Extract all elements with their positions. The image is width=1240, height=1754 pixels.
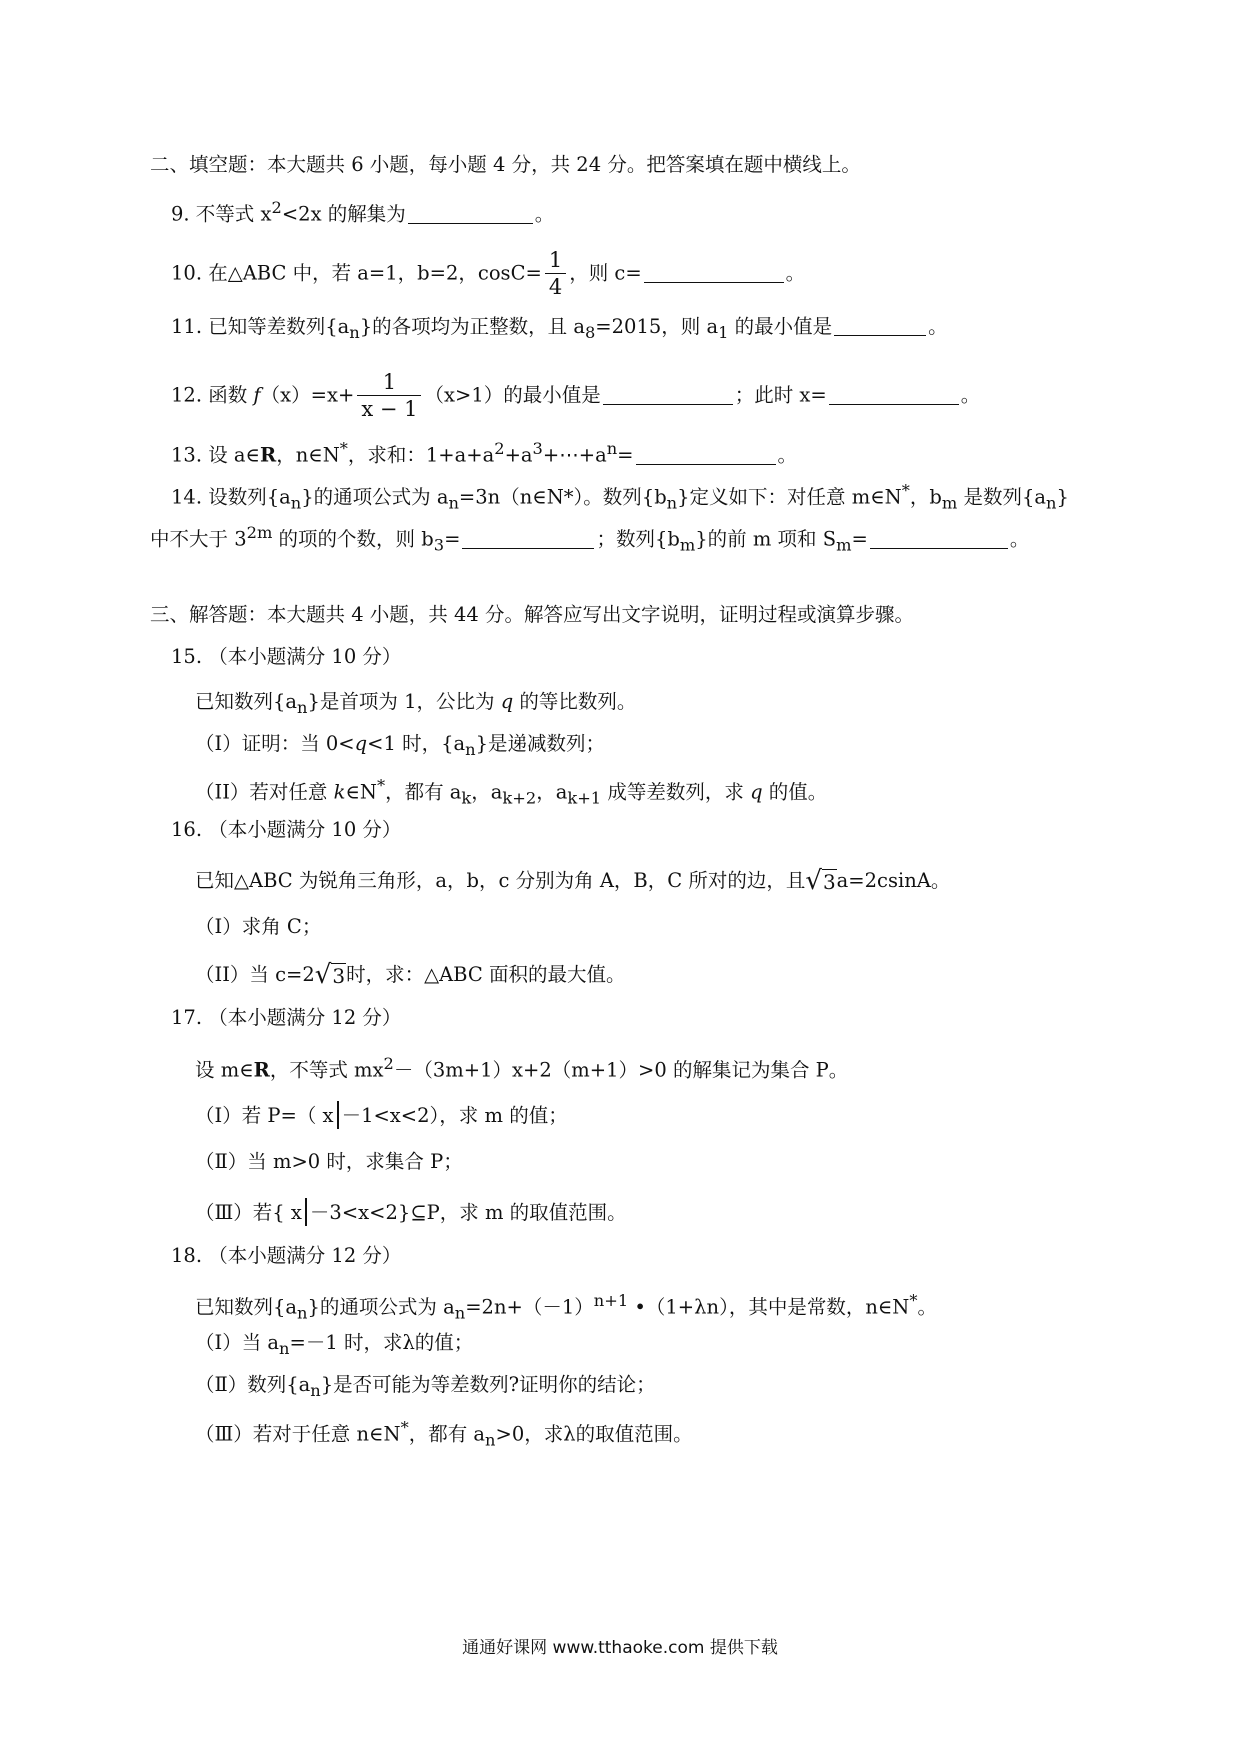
question-13: 13. 设 a∈R，n∈N*，求和：$1+a+a^2+a^3+\cdots+a^n=$ 。 bbox=[171, 439, 798, 467]
page-footer-source: 通通好课网 www.tthaoke.com 提供下载 bbox=[462, 1638, 778, 1658]
question-12: 12. 函数 f（x）=x+ $\frac{1}{x - 1}$ （x>1）的最小值是 ；此时 x= 。 bbox=[171, 370, 981, 421]
question-17-part-2: （Ⅱ）当 m>0 时，求集合 P； bbox=[195, 1150, 463, 1173]
question-18-part-3: （Ⅲ）若对于任意 n∈N*，都有 $a_n>0$，求λ的取值范围。 bbox=[195, 1418, 693, 1450]
question-18-title: 18. （本小题满分 12 分） bbox=[171, 1244, 402, 1267]
sqrt-3: √3 bbox=[805, 866, 836, 896]
question-15-part-2: （II）若对任意 k∈N*，都有 $a_k$，$a_{k+2}$，$a_{k+1}$ 成等差数列，求 q 的值。 bbox=[195, 776, 828, 808]
set-builder-bar bbox=[337, 1101, 339, 1129]
fraction-1-over-x-minus-1: $\frac{1}{x - 1}$ bbox=[357, 372, 421, 420]
question-16-part-2: （II）当 c=2√3时，求：△ABC 面积的最大值。 bbox=[195, 960, 626, 990]
question-16-stem: 已知△ABC 为锐角三角形，a，b，c 分别为角 A，B，C 所对的边，且√3a=2csinA。 bbox=[195, 866, 951, 896]
question-17-part-1: （I）若 P=（ x －1<x<2），求 m 的值； bbox=[195, 1101, 568, 1129]
answer-blank[interactable] bbox=[870, 530, 1008, 549]
answer-blank[interactable] bbox=[834, 317, 926, 336]
question-11: 11. 已知等差数列$\{a_n\}$的各项均为正整数，且 $a_8=2015$，则 $a_1$ 的最小值是 。 bbox=[171, 315, 948, 342]
question-18-part-2: （Ⅱ）数列$\{a_n\}$是否可能为等差数列?证明你的结论； bbox=[195, 1373, 656, 1400]
answer-blank[interactable] bbox=[636, 446, 776, 465]
question-15-stem: 已知数列$\{a_n\}$是首项为 1，公比为 q 的等比数列。 bbox=[195, 690, 637, 717]
question-17-stem: 设 m∈R，不等式 $mx^2-(3m+1)x+2(m+1)>0$ 的解集记为集合 P。 bbox=[195, 1054, 849, 1082]
question-18-part-1: （I）当 $a_n=-1$ 时，求λ的值； bbox=[195, 1331, 474, 1358]
question-17-title: 17. （本小题满分 12 分） bbox=[171, 1006, 402, 1029]
question-17-part-3: （Ⅲ）若{ x －3<x<2}⊆P，求 m 的取值范围。 bbox=[195, 1198, 627, 1226]
section-3-header: 三、解答题：本大题共 4 小题，共 44 分。解答应写出文字说明，证明过程或演算步骤。 bbox=[150, 603, 915, 626]
sqrt-3: √3 bbox=[314, 960, 346, 990]
question-16-part-1: （I）求角 C； bbox=[195, 915, 322, 938]
question-14-line-2: 中不大于 $3^{2m}$ 的项的个数，则 $b_3=$ ；数列$\{b_m\}$的前 m 项和 $S_m=$ 。 bbox=[150, 523, 1030, 555]
answer-blank[interactable] bbox=[603, 386, 733, 405]
fraction-one-quarter: $\frac{1}{4}$ bbox=[545, 250, 566, 298]
answer-blank[interactable] bbox=[644, 264, 784, 283]
question-16-title: 16. （本小题满分 10 分） bbox=[171, 818, 402, 841]
answer-blank[interactable] bbox=[462, 530, 594, 549]
question-15-part-1: （I）证明：当 0<q<1 时，$\{a_n\}$是递减数列； bbox=[195, 732, 606, 759]
section-2-header: 二、填空题：本大题共 6 小题，每小题 4 分，共 24 分。把答案填在题中横线上。 bbox=[150, 153, 861, 176]
answer-blank[interactable] bbox=[408, 205, 533, 224]
question-9: 9. 不等式 $x^2<2x$ 的解集为 。 bbox=[171, 198, 555, 226]
question-15-title: 15. （本小题满分 10 分） bbox=[171, 645, 402, 668]
question-18-stem: 已知数列$\{a_n\}$的通项公式为 $a_n=2n+(-1)^{n+1}$ •（1+λn），其中是常数，n∈N*。 bbox=[195, 1291, 938, 1323]
question-14-line-1: 14. 设数列$\{a_n\}$的通项公式为 $a_n=3n(n\in N*)$。数列$\{b_n\}$定义如下：对任意 m∈N*，$b_m$ 是数列$\{a_n\}$ bbox=[171, 481, 1069, 513]
question-10: 10. 在△ABC 中，若 a=1，b=2，cosC= $\frac{1}{4}$ ，则 c= 。 bbox=[171, 248, 806, 299]
set-builder-bar bbox=[305, 1198, 307, 1226]
answer-blank[interactable] bbox=[829, 386, 959, 405]
